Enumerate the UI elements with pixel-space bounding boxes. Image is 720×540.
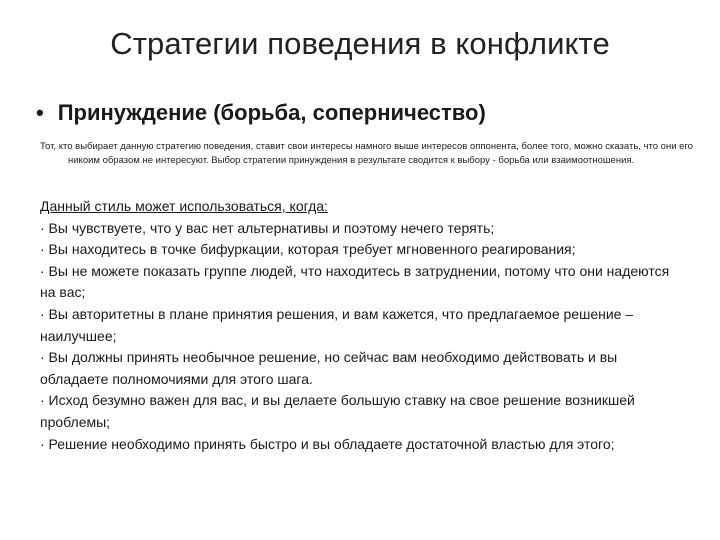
list-item: · Вы авторитетны в плане принятия решения, и вам кажется, что предлагаемое решение – наилучшее; xyxy=(40,305,634,344)
usage-intro: Данный стиль может использоваться, когда: xyxy=(40,198,328,214)
slide-title: Стратегии поведения в конфликте xyxy=(110,26,610,61)
usage-list xyxy=(40,196,680,455)
bullet-heading xyxy=(36,100,486,126)
list-item: · Вы чувствуете, что у вас нет альтернативы и поэтому нечего терять; xyxy=(40,219,495,236)
list-item: · Вы находитесь в точке бифуркации, которая требует мгновенного реагирования; xyxy=(40,241,576,258)
bullet-icon: • xyxy=(36,100,44,125)
heading-text: Принуждение (борьба, соперничество) xyxy=(57,100,486,125)
list-item: · Решение необходимо принять быстро и вы обладаете достаточной властью для этого; xyxy=(40,435,615,452)
list-item: · Вы не можете показать группе людей, что находитесь в затруднении, потому что они надеются на вас; xyxy=(40,262,670,301)
list-item: · Исход безумно важен для вас, и вы делаете большую ставку на свое решение возникшей проблемы; xyxy=(40,392,635,430)
strategy-description: Тот, кто выбирает данную стратегию поведения, ставит свои интересы намного выше интересов оппонента, более того, можно сказать, что они его никоим образом не интересуют. Выбор стратегии принуждения в результате сводится к выбору - борьба или взаимоотношения. xyxy=(40,141,693,166)
list-item: · Вы должны принять необычное решение, но сейчас вам необходимо действовать и вы обладаете полномочиями для этого шага. xyxy=(40,349,618,387)
